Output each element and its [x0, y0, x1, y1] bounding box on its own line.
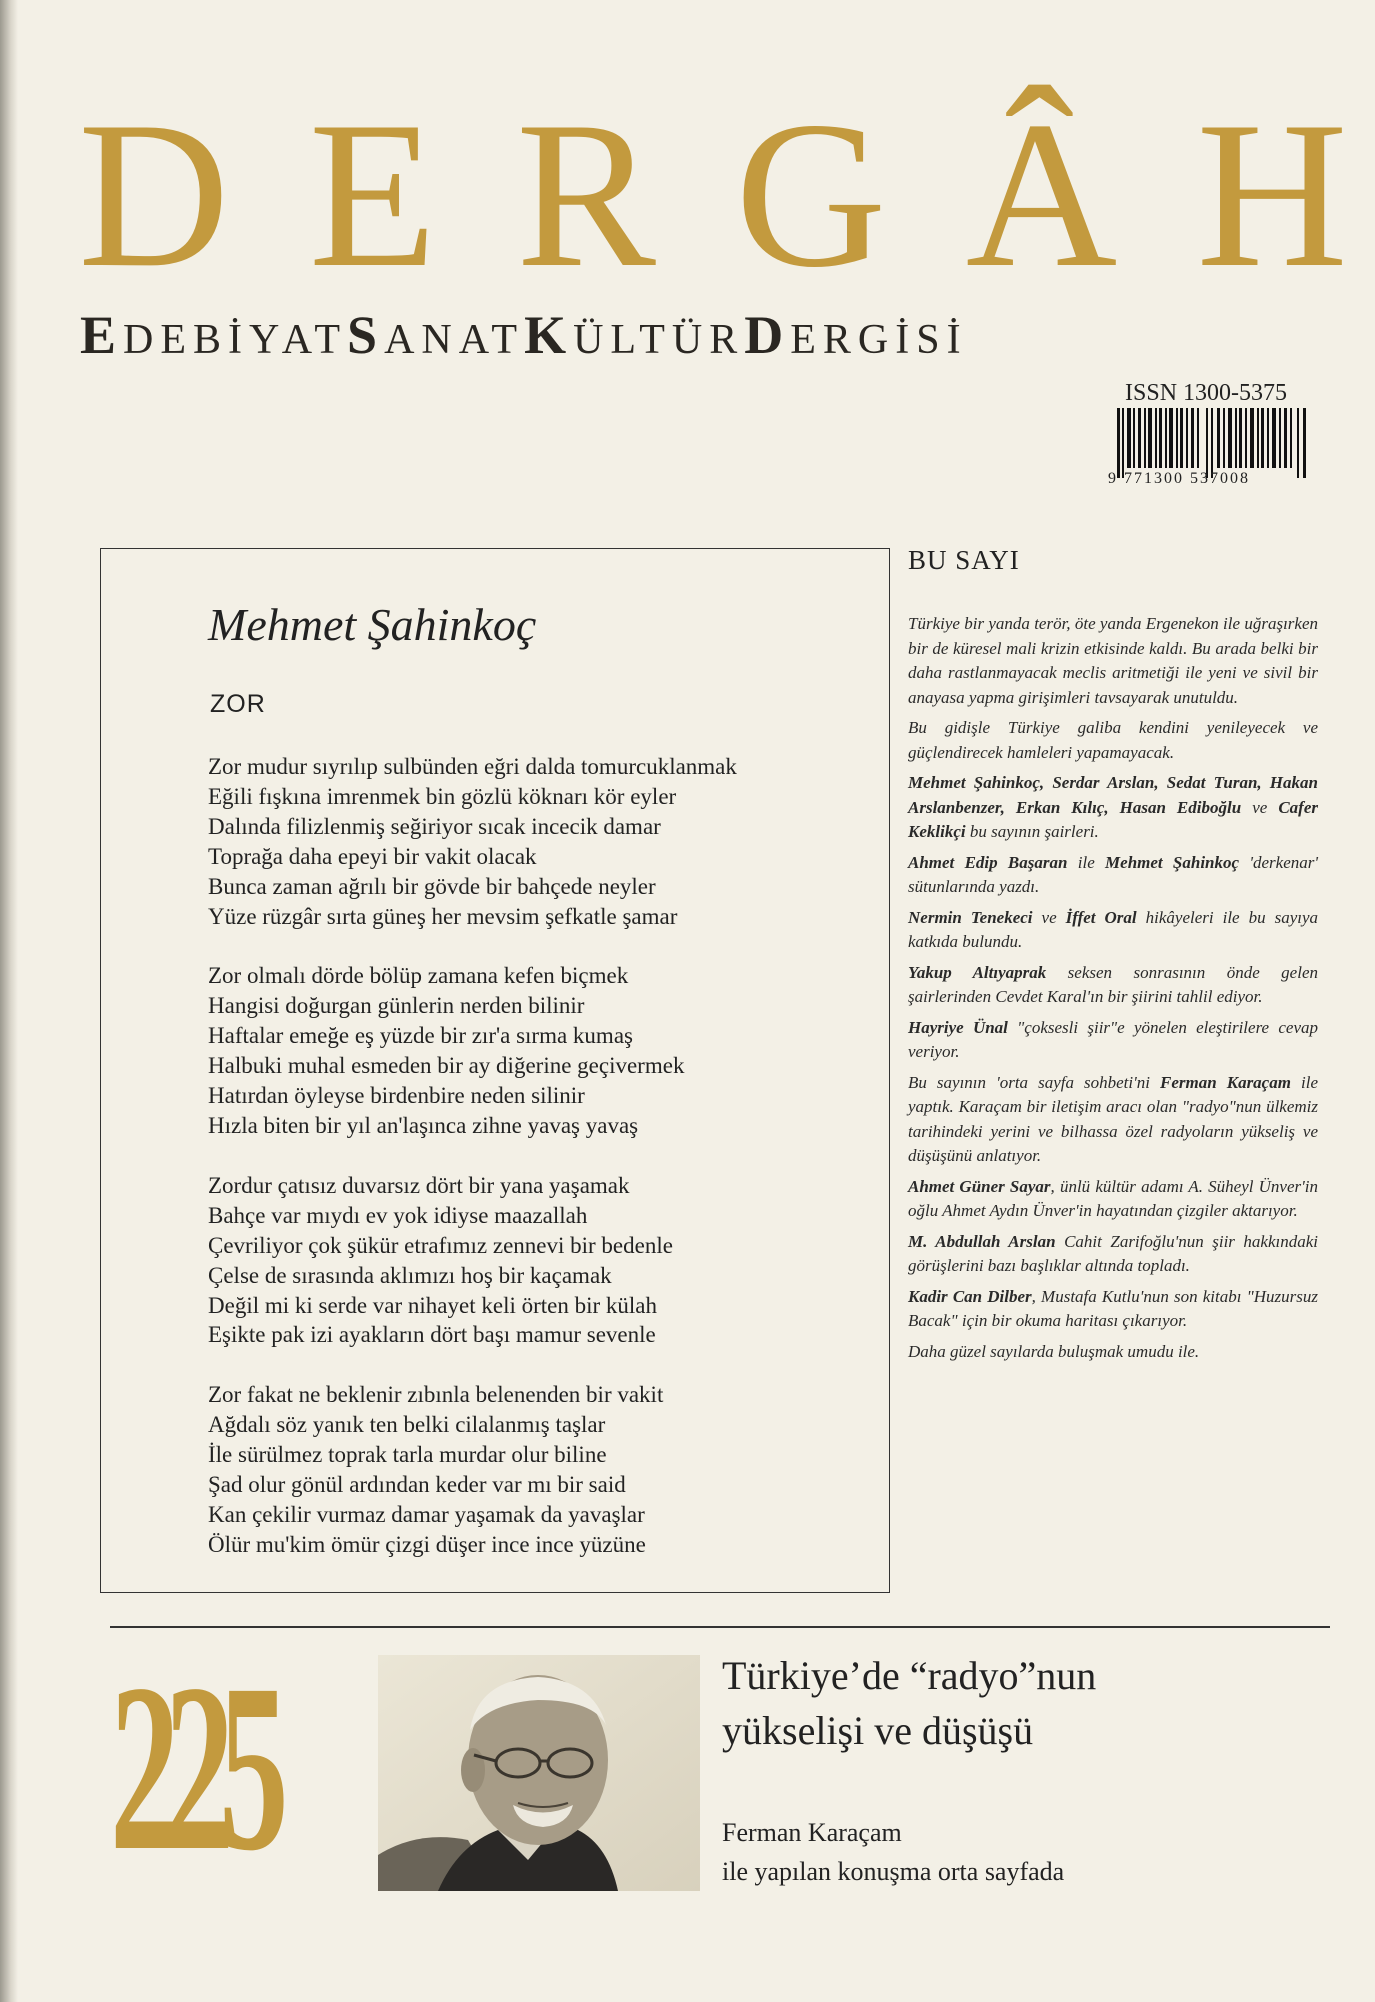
subtitle-initial: D — [744, 305, 791, 365]
contents-paragraph — [908, 1285, 1318, 1334]
masthead-letter: H — [1196, 79, 1348, 311]
contents-paragraph — [908, 612, 1318, 710]
contributor-name: Mehmet Şahinkoç, Serdar Arslan, Sedat Turan, Hakan Arslanbenzer, Erkan Kılıç, Hasan Ediboğlu — [908, 773, 1318, 817]
subtitle-initial: S — [347, 305, 385, 365]
binding-spine — [0, 0, 18, 2002]
contents-text: Türkiye bir yanda terör, öte yanda Ergenekon ile uğraşırken bir de küresel mali krizin etkisinde kaldı. Bu arada belki bir daha rastlanmayacak meclis aritmetiği ile yeni ve sivil bir anayasa yapma girişimleri tavsayarak unutuldu. — [908, 614, 1318, 707]
poem-line: Çevriliyor çok şükür etrafımız zennevi bir bedenle — [208, 1232, 673, 1258]
poem-line: Eğili fışkına imrenmek bin gözlü köknarı kör eyler — [208, 783, 677, 809]
poem-line: Hızla biten bir yıl an'laşınca zihne yavaş yavaş — [208, 1112, 639, 1138]
feature-headline-line: yükselişi ve düşüşü — [722, 1708, 1034, 1753]
feature-subline-line: ile yapılan konuşma orta sayfada — [722, 1857, 1065, 1886]
subtitle-word: DEBİYAT — [123, 317, 348, 363]
feature-subline-line: Ferman Karaçam — [722, 1818, 902, 1847]
poem-line: Çelse de sırasında aklımızı hoş bir kaçamak — [208, 1262, 612, 1288]
contents-paragraph — [908, 1230, 1318, 1279]
contributor-name: Mehmet Şahinkoç — [1105, 852, 1240, 872]
poem-line: Eşikte pak izi ayakların dört başı mamur sevenle — [208, 1322, 656, 1348]
subtitle-word: ANAT — [384, 317, 525, 363]
poem-line: Dalında filizlenmiş seğiriyor sıcak incecik damar — [208, 813, 661, 839]
barcode-digits: 9 771300 537008 — [1108, 470, 1250, 487]
poem-line: Bahçe var mıydı ev yok idiyse maazallah — [208, 1202, 588, 1228]
contents-text: ve — [1032, 907, 1066, 927]
contributor-name: Ahmet Edip Başaran — [908, 852, 1068, 872]
poem-body — [208, 752, 878, 1590]
contents-text: bu sayının şairleri. — [965, 822, 1099, 841]
contents-text: , Mustafa Kutlu'nun son kitabı "Huzursuz Bacak" için bir okuma haritası çıkarıyor. — [908, 1286, 1318, 1330]
horizontal-rule — [110, 1626, 1330, 1628]
contributor-name: Yakup Altıyaprak — [908, 962, 1047, 982]
masthead-letter: Â — [965, 79, 1118, 311]
feature-headline-line: Türkiye’de “radyo”nun — [722, 1653, 1097, 1698]
contents-text: Bu sayının 'orta sayfa sohbeti'ni — [908, 1072, 1161, 1092]
contributor-name: Hayriye Ünal — [908, 1017, 1008, 1037]
poem-line: Halbuki muhal esmeden bir ay diğerine geçivermek — [208, 1053, 685, 1079]
contents-text: 'derkenar' sütunlarında yazdı. — [908, 852, 1318, 896]
contents-paragraph — [908, 771, 1318, 845]
masthead-letter: G — [735, 79, 887, 311]
contributor-name: İffet Oral — [1065, 907, 1137, 927]
contents-paragraph — [908, 851, 1318, 900]
poem-line: Değil mi ki serde var nihayet keli örten bir külah — [208, 1292, 658, 1318]
poem-line: Ölür mu'kim ömür çizgi düşer ince ince yüzüne — [208, 1531, 646, 1557]
contents-paragraph — [908, 1175, 1318, 1224]
poem-line: İle sürülmez toprak tarla murdar olur biline — [208, 1442, 607, 1468]
poem-line: Hatırdan öyleyse birdenbire neden silinir — [208, 1083, 585, 1109]
poem-line: Toprağa daha epeyi bir vakit olacak — [208, 843, 537, 869]
contents-paragraph — [908, 1340, 1318, 1365]
poem-stanza — [208, 961, 878, 1140]
contents-text: Daha güzel sayılarda buluşmak umudu ile. — [908, 1341, 1200, 1361]
poem-line: Bunca zaman ağrılı bir gövde bir bahçede neyler — [208, 873, 656, 899]
contents-text: Bu gidişle Türkiye galiba kendini yenileyecek ve güçlendirecek hamleleri yapamayacak. — [908, 718, 1318, 762]
subtitle-word: ERGİSİ — [790, 317, 968, 363]
barcode — [1113, 408, 1313, 478]
poem-line: Haftalar emeğe eş yüzde bir zır'a sırma kumaş — [208, 1023, 633, 1049]
feature-headline — [722, 1648, 1322, 1758]
poem-line: Ağdalı söz yanık ten belki cilalanmış taşlar — [208, 1412, 606, 1438]
contributor-name: Nermin Tenekeci — [908, 907, 1033, 927]
issn-label: ISSN 1300-5375 — [1125, 380, 1288, 406]
contents-text: seksen sonrasının önde gelen şairlerinden Cevdet Karal'ın bir şiirini tahlil ediyor. — [908, 962, 1318, 1006]
contents-paragraph — [908, 1016, 1318, 1065]
contents-paragraph — [908, 906, 1318, 955]
portrait-photo — [378, 1655, 700, 1891]
masthead-subtitle — [80, 305, 1350, 365]
poem-author: Mehmet Şahinkoç — [208, 599, 537, 650]
poem-line: Zor mudur sıyrılıp sulbünden eğri dalda tomurcuklanmak — [208, 754, 737, 779]
contents-paragraph — [908, 716, 1318, 765]
contents-text: ile yaptık. Karaçam bir iletişim aracı olan "radyo"nun ülkemiz tarihindeki yerini ve bilhassa özel radyoların yükseliş ve düşüşünü anlatıyor. — [908, 1072, 1318, 1165]
poem-line: Şad olur gönül ardından keder var mı bir said — [208, 1472, 626, 1498]
poem-line: Hangisi doğurgan günlerin nerden bilinir — [208, 993, 585, 1019]
contributor-name: Ferman Karaçam — [1160, 1072, 1291, 1092]
issue-number: 225 — [110, 1634, 274, 1900]
contributor-name: M. Abdullah Arslan — [908, 1231, 1056, 1251]
poem-line: Zor olmalı dörde bölüp zamana kefen biçmek — [208, 963, 629, 989]
contributor-name: Kadir Can Dilber — [908, 1286, 1032, 1306]
contents-text: , ünlü kültür adamı A. Süheyl Ünver'in oğlu Ahmet Aydın Ünver'in hayatından çizgiler aktarıyor. — [908, 1176, 1318, 1220]
poem-line: Zordur çatısız duvarsız dört bir yana yaşamak — [208, 1172, 630, 1198]
poem-title: ZOR — [210, 690, 266, 718]
contents-paragraph — [908, 961, 1318, 1010]
poem-stanza — [208, 1380, 878, 1559]
poem-line: Zor fakat ne beklenir zıbınla belenenden bir vakit — [208, 1382, 664, 1408]
contributor-name: Ahmet Güner Sayar — [908, 1176, 1051, 1196]
contents-text: ve — [1241, 797, 1279, 817]
contents-text: ile — [1067, 852, 1106, 872]
poem-stanza — [208, 752, 878, 931]
contents-heading: BU SAYI — [908, 545, 1020, 575]
poem-stanza — [208, 1171, 878, 1350]
contents-text: "çoksesli şiir"e yönelen eleştirilere cevap veriyor. — [908, 1017, 1318, 1061]
masthead-letter: R — [515, 79, 657, 311]
feature-subline — [722, 1813, 1322, 1891]
contents-text: Cahit Zarifoğlu'nun şiir hakkındaki görüşlerini bazı başlıklar altında topladı. — [908, 1231, 1319, 1275]
contents-paragraph — [908, 1071, 1318, 1169]
contents-text: hikâyeleri ile bu sayıya katkıda bulundu. — [908, 907, 1319, 951]
subtitle-word: ÜLTÜR — [573, 317, 745, 363]
subtitle-initial: K — [524, 305, 574, 365]
masthead-letter: D — [78, 79, 230, 311]
masthead-letter: E — [308, 79, 437, 311]
poem-line: Kan çekilir vurmaz damar yaşamak da yavaşlar — [208, 1501, 645, 1527]
contributor-name: Cafer Keklikçi — [908, 797, 1318, 841]
poem-line: Yüze rüzgâr sırta güneş her mevsim şefkatle şamar — [208, 903, 678, 929]
masthead-title — [78, 79, 1348, 311]
contents-list — [908, 612, 1318, 1370]
subtitle-initial: E — [80, 305, 124, 365]
